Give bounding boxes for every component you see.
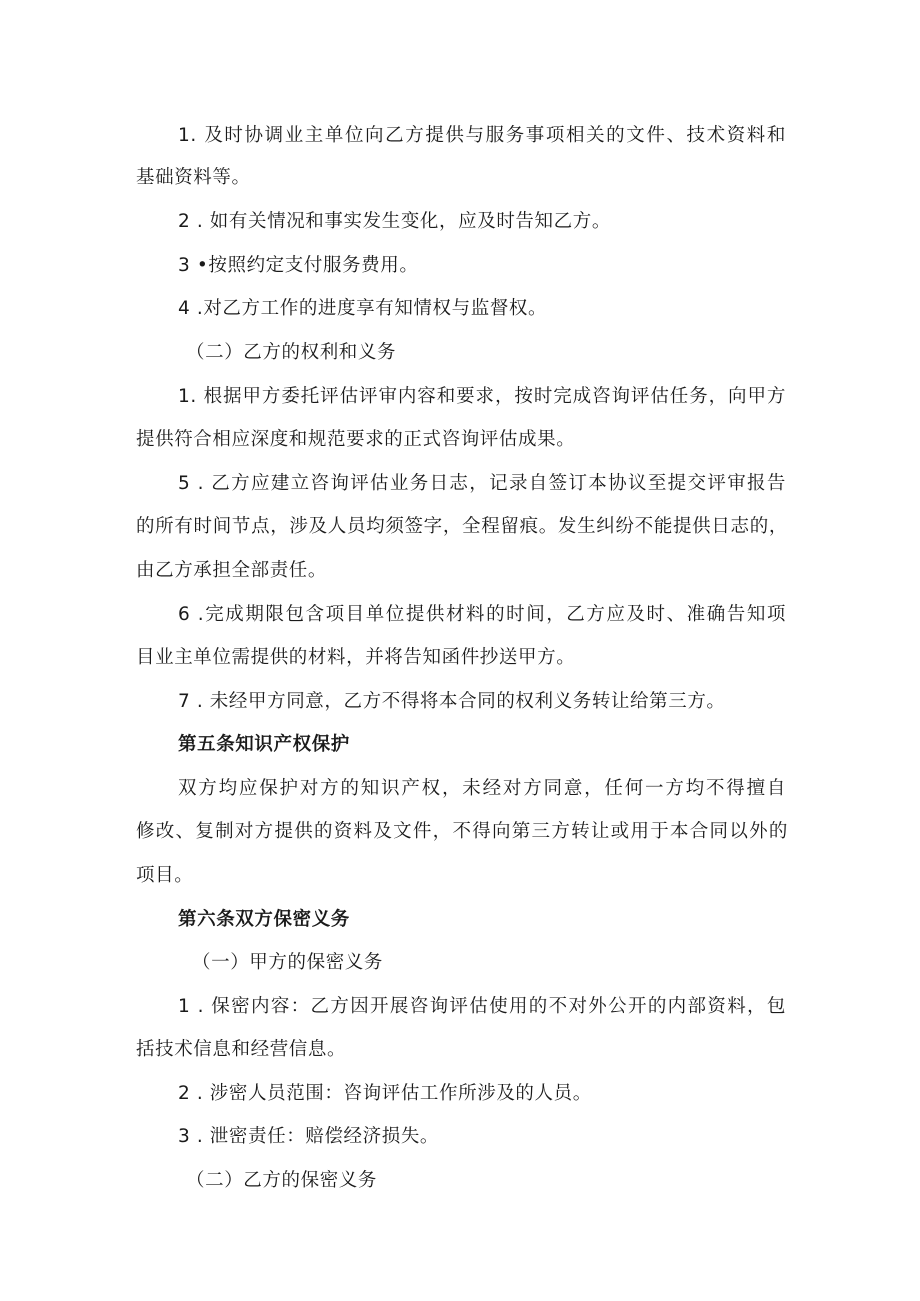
text-line: 1. 及时协调业主单位向乙方提供与服务事项相关的文件、技术资料和	[178, 125, 786, 146]
text-line: 3 •按照约定支付服务费用。	[178, 255, 419, 276]
section-heading: （二）乙方的权利和义务	[186, 342, 397, 363]
text-line: 括技术信息和经营信息。	[136, 1039, 347, 1060]
text-line: 5 . 乙方应建立咨询评估业务日志，记录自签订本协议至提交评审报告	[178, 473, 786, 494]
text-line: 7 . 未经甲方同意，乙方不得将本合同的权利义务转让给第三方。	[178, 691, 726, 712]
text-line: 项目。	[136, 865, 194, 886]
text-line: 双方均应保护对方的知识产权，未经对方同意，任何一方均不得擅自	[178, 778, 786, 799]
text-line: 2 . 如有关情况和事实发生变化，应及时告知乙方。	[178, 211, 611, 232]
text-line: 4 .对乙方工作的进度享有知情权与监督权。	[178, 298, 548, 319]
text-line: 6 .完成期限包含项目单位提供材料的时间，乙方应及时、准确告知项	[178, 604, 786, 625]
section-heading: （二）乙方的保密义务	[186, 1170, 378, 1191]
text-line: 1. 根据甲方委托评估评审内容和要求，按时完成咨询评估任务，向甲方	[178, 386, 786, 407]
article-heading: 第六条双方保密义务	[178, 909, 350, 930]
text-line: 3 . 泄密责任：赔偿经济损失。	[178, 1126, 440, 1147]
article-heading: 第五条知识产权保护	[178, 734, 350, 755]
section-heading: （一）甲方的保密义务	[192, 952, 384, 973]
text-line: 提供符合相应深度和规范要求的正式咨询评估成果。	[136, 429, 576, 450]
text-line: 目业主单位需提供的材料，并将告知函件抄送甲方。	[136, 647, 576, 668]
text-line: 2 . 涉密人员范围：咨询评估工作所涉及的人员。	[178, 1083, 592, 1104]
text-line: 修改、复制对方提供的资料及文件，不得向第三方转让或用于本合同以外的	[136, 821, 788, 842]
text-line: 基础资料等。	[136, 167, 251, 188]
text-line: 的所有时间节点，涉及人员均须签字，全程留痕。发生纠纷不能提供日志的，	[136, 516, 788, 537]
text-line: 1 . 保密内容：乙方因开展咨询评估使用的不对外公开的内部资料，包	[178, 996, 786, 1017]
text-line: 由乙方承担全部责任。	[136, 560, 328, 581]
